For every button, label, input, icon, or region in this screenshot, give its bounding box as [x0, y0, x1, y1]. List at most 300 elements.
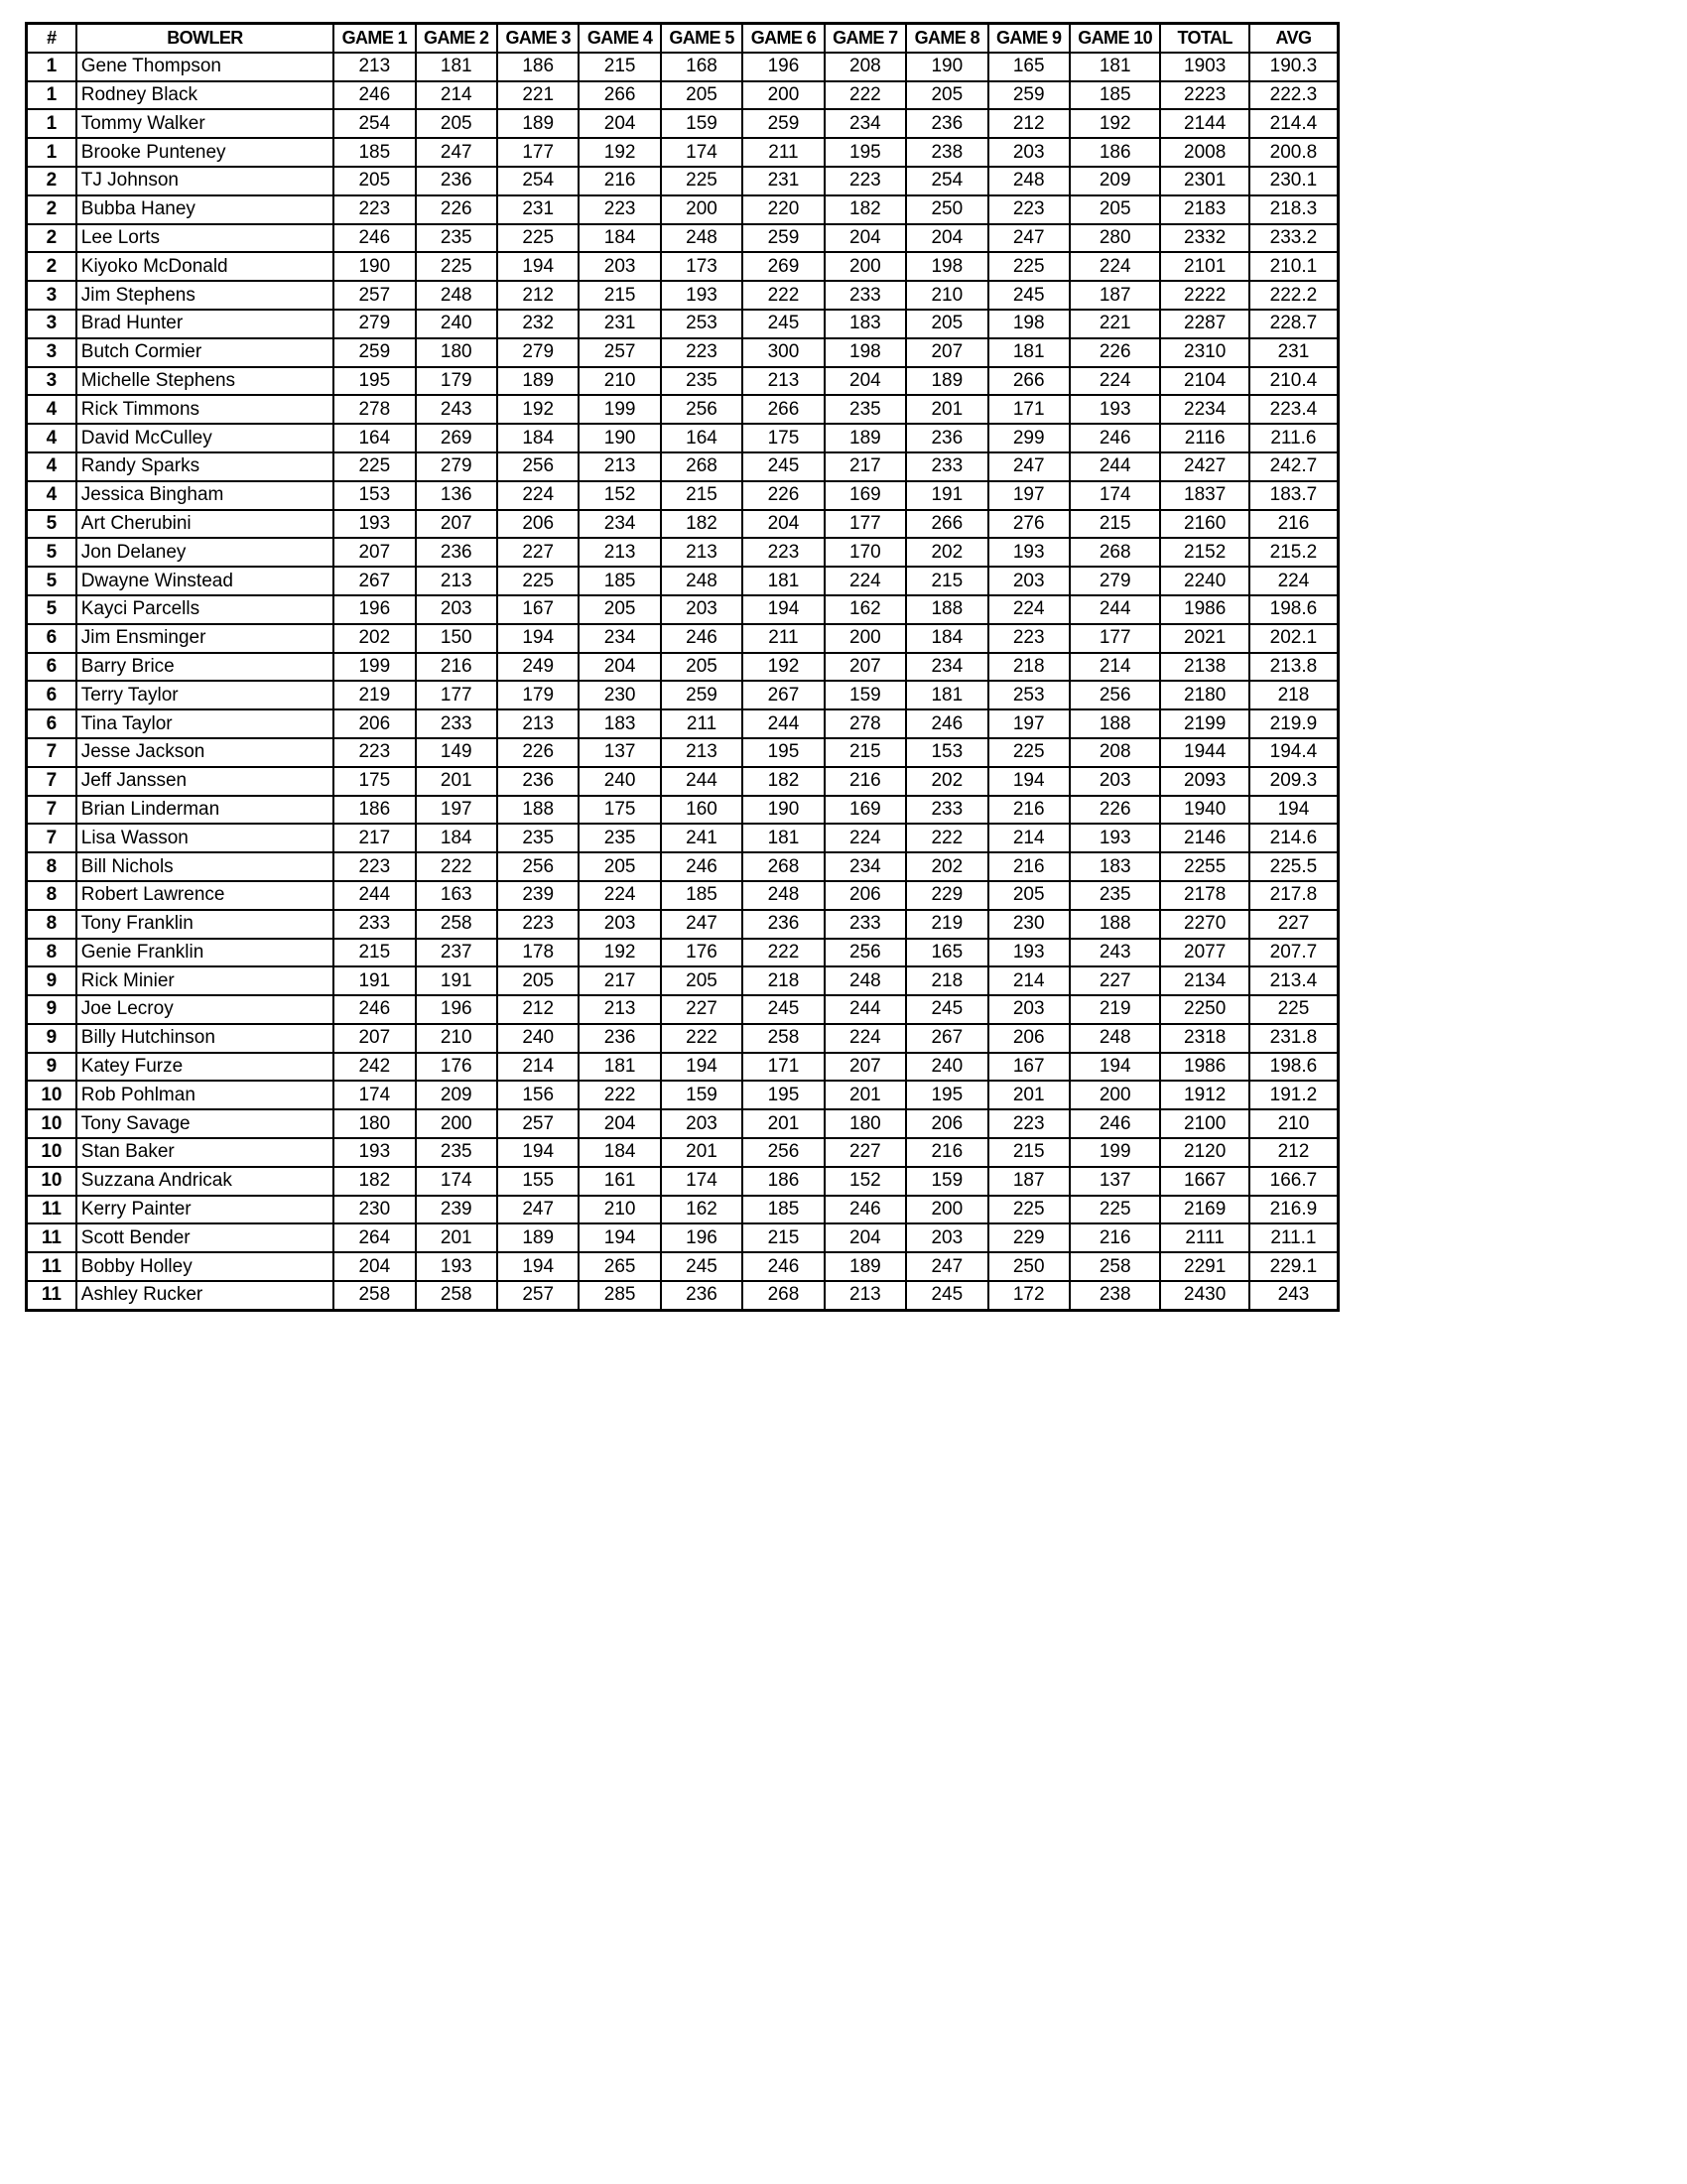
game-9-score: 223 — [988, 624, 1070, 653]
game-5-score: 194 — [661, 1053, 742, 1082]
team-number: 1 — [27, 138, 76, 167]
game-1-score: 242 — [333, 1053, 415, 1082]
game-2-score: 233 — [416, 709, 497, 738]
game-5-score: 201 — [661, 1138, 742, 1167]
game-5-score: 225 — [661, 167, 742, 195]
game-3-score: 188 — [497, 796, 579, 825]
game-7-score: 182 — [825, 195, 906, 224]
team-number: 1 — [27, 81, 76, 110]
bowler-name: Dwayne Winstead — [76, 567, 333, 595]
bowler-name: Terry Taylor — [76, 681, 333, 709]
game-1-score: 199 — [333, 653, 415, 682]
game-5-score: 246 — [661, 624, 742, 653]
game-1-score: 264 — [333, 1223, 415, 1252]
game-9-score: 216 — [988, 796, 1070, 825]
game-6-score: 181 — [742, 567, 824, 595]
game-1-score: 180 — [333, 1109, 415, 1138]
game-4-score: 285 — [579, 1281, 660, 1310]
total-score: 1944 — [1160, 738, 1248, 767]
game-9-score: 259 — [988, 81, 1070, 110]
game-9-score: 212 — [988, 109, 1070, 138]
game-10-score: 185 — [1070, 81, 1160, 110]
game-8-score: 236 — [906, 424, 987, 452]
average-score: 242.7 — [1249, 452, 1339, 481]
game-3-score: 257 — [497, 1281, 579, 1310]
game-10-score: 203 — [1070, 767, 1160, 796]
game-3-score: 179 — [497, 681, 579, 709]
total-score: 2430 — [1160, 1281, 1248, 1310]
game-9-score: 197 — [988, 481, 1070, 510]
table-row — [27, 567, 1339, 595]
game-3-score: 167 — [497, 595, 579, 624]
average-score: 216.9 — [1249, 1196, 1339, 1224]
game-1-score: 254 — [333, 109, 415, 138]
table-row — [27, 281, 1339, 310]
average-score: 183.7 — [1249, 481, 1339, 510]
game-2-score: 201 — [416, 1223, 497, 1252]
team-number: 10 — [27, 1138, 76, 1167]
game-5-score: 203 — [661, 595, 742, 624]
game-2-score: 191 — [416, 966, 497, 995]
game-5-score: 253 — [661, 310, 742, 338]
game-2-score: 247 — [416, 138, 497, 167]
game-7-score: 204 — [825, 1223, 906, 1252]
total-score: 2287 — [1160, 310, 1248, 338]
game-4-score: 194 — [579, 1223, 660, 1252]
game-5-score: 222 — [661, 1024, 742, 1053]
average-score: 228.7 — [1249, 310, 1339, 338]
game-3-score: 256 — [497, 452, 579, 481]
game-3-score: 189 — [497, 1223, 579, 1252]
team-number: 6 — [27, 653, 76, 682]
total-score: 2152 — [1160, 538, 1248, 567]
game-6-score: 300 — [742, 338, 824, 367]
game-4-score: 192 — [579, 138, 660, 167]
game-4-score: 235 — [579, 824, 660, 852]
game-10-score: 137 — [1070, 1167, 1160, 1196]
game-2-score: 196 — [416, 995, 497, 1024]
game-3-score: 192 — [497, 395, 579, 424]
team-number: 11 — [27, 1252, 76, 1281]
game-2-score: 213 — [416, 567, 497, 595]
table-row — [27, 767, 1339, 796]
total-score: 1986 — [1160, 1053, 1248, 1082]
average-score: 224 — [1249, 567, 1339, 595]
game-9-score: 247 — [988, 452, 1070, 481]
game-2-score: 237 — [416, 939, 497, 967]
game-5-score: 205 — [661, 653, 742, 682]
game-7-score: 235 — [825, 395, 906, 424]
total-score: 2178 — [1160, 881, 1248, 910]
game-4-score: 215 — [579, 281, 660, 310]
game-9-score: 197 — [988, 709, 1070, 738]
average-score: 213.4 — [1249, 966, 1339, 995]
game-8-score: 233 — [906, 452, 987, 481]
game-4-score: 152 — [579, 481, 660, 510]
table-row — [27, 81, 1339, 110]
game-2-score: 243 — [416, 395, 497, 424]
game-9-score: 167 — [988, 1053, 1070, 1082]
average-score: 243 — [1249, 1281, 1339, 1310]
game-3-score: 184 — [497, 424, 579, 452]
game-6-score: 186 — [742, 1167, 824, 1196]
game-5-score: 223 — [661, 338, 742, 367]
average-score: 198.6 — [1249, 1053, 1339, 1082]
game-6-score: 171 — [742, 1053, 824, 1082]
game-1-score: 230 — [333, 1196, 415, 1224]
game-8-score: 205 — [906, 81, 987, 110]
game-2-score: 258 — [416, 1281, 497, 1310]
game-4-score: 205 — [579, 595, 660, 624]
game-5-score: 256 — [661, 395, 742, 424]
table-row — [27, 252, 1339, 281]
game-3-score: 213 — [497, 709, 579, 738]
game-4-score: 230 — [579, 681, 660, 709]
game-5-score: 245 — [661, 1252, 742, 1281]
game-9-score: 223 — [988, 195, 1070, 224]
game-5-score: 211 — [661, 709, 742, 738]
game-4-score: 183 — [579, 709, 660, 738]
game-7-score: 224 — [825, 1024, 906, 1053]
game-9-score: 218 — [988, 653, 1070, 682]
bowler-name: Ashley Rucker — [76, 1281, 333, 1310]
game-2-score: 216 — [416, 653, 497, 682]
game-5-score: 248 — [661, 224, 742, 253]
game-9-score: 181 — [988, 338, 1070, 367]
game-5-score: 160 — [661, 796, 742, 825]
game-8-score: 202 — [906, 852, 987, 881]
game-5-score: 236 — [661, 1281, 742, 1310]
game-1-score: 205 — [333, 167, 415, 195]
total-score: 2144 — [1160, 109, 1248, 138]
average-score: 230.1 — [1249, 167, 1339, 195]
game-3-score: 226 — [497, 738, 579, 767]
game-9-score: 205 — [988, 881, 1070, 910]
average-score: 216 — [1249, 510, 1339, 539]
game-10-score: 181 — [1070, 53, 1160, 81]
bowler-name: Tony Savage — [76, 1109, 333, 1138]
game-2-score: 235 — [416, 224, 497, 253]
average-score: 194 — [1249, 796, 1339, 825]
game-3-score: 232 — [497, 310, 579, 338]
game-10-score: 188 — [1070, 910, 1160, 939]
total-score: 2093 — [1160, 767, 1248, 796]
table-row — [27, 138, 1339, 167]
game-10-score: 224 — [1070, 252, 1160, 281]
game-3-score: 231 — [497, 195, 579, 224]
game-9-score: 276 — [988, 510, 1070, 539]
bowler-name: Randy Sparks — [76, 452, 333, 481]
total-score: 1903 — [1160, 53, 1248, 81]
table-body — [27, 53, 1339, 1311]
bowler-name: Bobby Holley — [76, 1252, 333, 1281]
game-4-score: 231 — [579, 310, 660, 338]
table-row — [27, 367, 1339, 396]
game-8-score: 204 — [906, 224, 987, 253]
game-4-score: 224 — [579, 881, 660, 910]
average-score: 223.4 — [1249, 395, 1339, 424]
game-7-score: 227 — [825, 1138, 906, 1167]
total-score: 2160 — [1160, 510, 1248, 539]
game-1-score: 259 — [333, 338, 415, 367]
bowler-name: David McCulley — [76, 424, 333, 452]
total-score: 2427 — [1160, 452, 1248, 481]
table-row — [27, 452, 1339, 481]
total-score: 1912 — [1160, 1081, 1248, 1109]
game-2-score: 207 — [416, 510, 497, 539]
total-score: 2021 — [1160, 624, 1248, 653]
game-1-score: 267 — [333, 567, 415, 595]
team-number: 11 — [27, 1281, 76, 1310]
game-9-score: 172 — [988, 1281, 1070, 1310]
game-1-score: 191 — [333, 966, 415, 995]
game-2-score: 177 — [416, 681, 497, 709]
game-1-score: 174 — [333, 1081, 415, 1109]
game-10-score: 194 — [1070, 1053, 1160, 1082]
team-number: 2 — [27, 224, 76, 253]
game-8-score: 250 — [906, 195, 987, 224]
game-9-score: 165 — [988, 53, 1070, 81]
game-1-score: 219 — [333, 681, 415, 709]
game-5-score: 268 — [661, 452, 742, 481]
table-row — [27, 167, 1339, 195]
game-7-score: 159 — [825, 681, 906, 709]
table-row — [27, 995, 1339, 1024]
team-number: 5 — [27, 595, 76, 624]
game-2-score: 214 — [416, 81, 497, 110]
game-8-score: 267 — [906, 1024, 987, 1053]
game-2-score: 235 — [416, 1138, 497, 1167]
game-2-score: 205 — [416, 109, 497, 138]
average-score: 218 — [1249, 681, 1339, 709]
col-header-game-10: GAME 10 — [1070, 24, 1160, 53]
game-3-score: 156 — [497, 1081, 579, 1109]
game-10-score: 243 — [1070, 939, 1160, 967]
game-5-score: 244 — [661, 767, 742, 796]
game-2-score: 210 — [416, 1024, 497, 1053]
game-6-score: 244 — [742, 709, 824, 738]
team-number: 2 — [27, 195, 76, 224]
game-8-score: 233 — [906, 796, 987, 825]
game-7-score: 152 — [825, 1167, 906, 1196]
total-score: 2240 — [1160, 567, 1248, 595]
bowler-name: Brian Linderman — [76, 796, 333, 825]
game-9-score: 224 — [988, 595, 1070, 624]
team-number: 9 — [27, 1024, 76, 1053]
bowler-name: Jim Stephens — [76, 281, 333, 310]
game-4-score: 222 — [579, 1081, 660, 1109]
average-score: 229.1 — [1249, 1252, 1339, 1281]
game-1-score: 202 — [333, 624, 415, 653]
col-header-bowler: BOWLER — [76, 24, 333, 53]
game-8-score: 240 — [906, 1053, 987, 1082]
table-row — [27, 481, 1339, 510]
game-1-score: 223 — [333, 195, 415, 224]
average-score: 225 — [1249, 995, 1339, 1024]
game-8-score: 266 — [906, 510, 987, 539]
game-2-score: 174 — [416, 1167, 497, 1196]
bowler-name: Robert Lawrence — [76, 881, 333, 910]
game-6-score: 259 — [742, 224, 824, 253]
game-10-score: 280 — [1070, 224, 1160, 253]
bowler-name: Brad Hunter — [76, 310, 333, 338]
game-8-score: 229 — [906, 881, 987, 910]
total-score: 2199 — [1160, 709, 1248, 738]
average-score: 207.7 — [1249, 939, 1339, 967]
game-4-score: 190 — [579, 424, 660, 452]
game-3-score: 221 — [497, 81, 579, 110]
game-5-score: 174 — [661, 138, 742, 167]
game-4-score: 204 — [579, 1109, 660, 1138]
game-2-score: 248 — [416, 281, 497, 310]
total-score: 2318 — [1160, 1024, 1248, 1053]
game-8-score: 195 — [906, 1081, 987, 1109]
game-1-score: 193 — [333, 510, 415, 539]
game-7-score: 206 — [825, 881, 906, 910]
table-row — [27, 824, 1339, 852]
table-row — [27, 510, 1339, 539]
game-7-score: 234 — [825, 109, 906, 138]
total-score: 2100 — [1160, 1109, 1248, 1138]
game-6-score: 258 — [742, 1024, 824, 1053]
game-10-score: 183 — [1070, 852, 1160, 881]
game-3-score: 194 — [497, 624, 579, 653]
game-9-score: 203 — [988, 567, 1070, 595]
game-10-score: 192 — [1070, 109, 1160, 138]
game-4-score: 161 — [579, 1167, 660, 1196]
game-5-score: 162 — [661, 1196, 742, 1224]
average-score: 211.1 — [1249, 1223, 1339, 1252]
bowler-name: Joe Lecroy — [76, 995, 333, 1024]
bowler-name: Barry Brice — [76, 653, 333, 682]
game-6-score: 248 — [742, 881, 824, 910]
bowler-name: Bill Nichols — [76, 852, 333, 881]
game-10-score: 177 — [1070, 624, 1160, 653]
table-row — [27, 796, 1339, 825]
game-7-score: 195 — [825, 138, 906, 167]
team-number: 7 — [27, 796, 76, 825]
game-3-score: 256 — [497, 852, 579, 881]
game-4-score: 184 — [579, 1138, 660, 1167]
game-9-score: 223 — [988, 1109, 1070, 1138]
game-9-score: 194 — [988, 767, 1070, 796]
game-4-score: 240 — [579, 767, 660, 796]
game-9-score: 266 — [988, 367, 1070, 396]
bowler-name: Brooke Punteney — [76, 138, 333, 167]
game-8-score: 188 — [906, 595, 987, 624]
table-header — [27, 24, 1339, 53]
game-1-score: 182 — [333, 1167, 415, 1196]
table-row — [27, 624, 1339, 653]
game-7-score: 183 — [825, 310, 906, 338]
game-4-score: 204 — [579, 109, 660, 138]
game-7-score: 233 — [825, 910, 906, 939]
game-8-score: 153 — [906, 738, 987, 767]
game-4-score: 204 — [579, 653, 660, 682]
game-3-score: 235 — [497, 824, 579, 852]
game-6-score: 222 — [742, 939, 824, 967]
game-5-score: 227 — [661, 995, 742, 1024]
game-10-score: 193 — [1070, 395, 1160, 424]
game-7-score: 198 — [825, 338, 906, 367]
game-10-score: 246 — [1070, 1109, 1160, 1138]
game-4-score: 234 — [579, 624, 660, 653]
table-row — [27, 910, 1339, 939]
game-4-score: 265 — [579, 1252, 660, 1281]
game-7-score: 189 — [825, 424, 906, 452]
average-score: 222.2 — [1249, 281, 1339, 310]
game-8-score: 254 — [906, 167, 987, 195]
game-6-score: 175 — [742, 424, 824, 452]
game-4-score: 213 — [579, 995, 660, 1024]
game-3-score: 254 — [497, 167, 579, 195]
game-9-score: 203 — [988, 138, 1070, 167]
total-score: 2301 — [1160, 167, 1248, 195]
total-score: 2332 — [1160, 224, 1248, 253]
team-number: 8 — [27, 939, 76, 967]
game-5-score: 200 — [661, 195, 742, 224]
team-number: 3 — [27, 367, 76, 396]
average-score: 231.8 — [1249, 1024, 1339, 1053]
average-score: 209.3 — [1249, 767, 1339, 796]
game-1-score: 279 — [333, 310, 415, 338]
total-score: 2270 — [1160, 910, 1248, 939]
game-7-score: 223 — [825, 167, 906, 195]
game-7-score: 256 — [825, 939, 906, 967]
bowler-name: Bubba Haney — [76, 195, 333, 224]
game-7-score: 215 — [825, 738, 906, 767]
game-10-score: 219 — [1070, 995, 1160, 1024]
game-9-score: 171 — [988, 395, 1070, 424]
game-3-score: 247 — [497, 1196, 579, 1224]
game-3-score: 206 — [497, 510, 579, 539]
game-8-score: 202 — [906, 538, 987, 567]
team-number: 10 — [27, 1081, 76, 1109]
table-row — [27, 1223, 1339, 1252]
game-1-score: 190 — [333, 252, 415, 281]
average-score: 191.2 — [1249, 1081, 1339, 1109]
game-7-score: 244 — [825, 995, 906, 1024]
game-1-score: 185 — [333, 138, 415, 167]
bowler-name: Kerry Painter — [76, 1196, 333, 1224]
game-9-score: 206 — [988, 1024, 1070, 1053]
total-score: 2169 — [1160, 1196, 1248, 1224]
average-score: 227 — [1249, 910, 1339, 939]
game-9-score: 225 — [988, 1196, 1070, 1224]
game-7-score: 200 — [825, 624, 906, 653]
game-10-score: 216 — [1070, 1223, 1160, 1252]
game-5-score: 176 — [661, 939, 742, 967]
game-10-score: 188 — [1070, 709, 1160, 738]
game-4-score: 223 — [579, 195, 660, 224]
game-8-score: 206 — [906, 1109, 987, 1138]
game-10-score: 221 — [1070, 310, 1160, 338]
game-7-score: 169 — [825, 796, 906, 825]
team-number: 1 — [27, 53, 76, 81]
game-2-score: 184 — [416, 824, 497, 852]
game-6-score: 204 — [742, 510, 824, 539]
table-row — [27, 1053, 1339, 1082]
game-9-score: 253 — [988, 681, 1070, 709]
bowler-name: Billy Hutchinson — [76, 1024, 333, 1053]
bowler-name: Tommy Walker — [76, 109, 333, 138]
game-6-score: 185 — [742, 1196, 824, 1224]
col-header-total: TOTAL — [1160, 24, 1248, 53]
game-9-score: 193 — [988, 538, 1070, 567]
game-6-score: 256 — [742, 1138, 824, 1167]
total-score: 2008 — [1160, 138, 1248, 167]
game-9-score: 198 — [988, 310, 1070, 338]
